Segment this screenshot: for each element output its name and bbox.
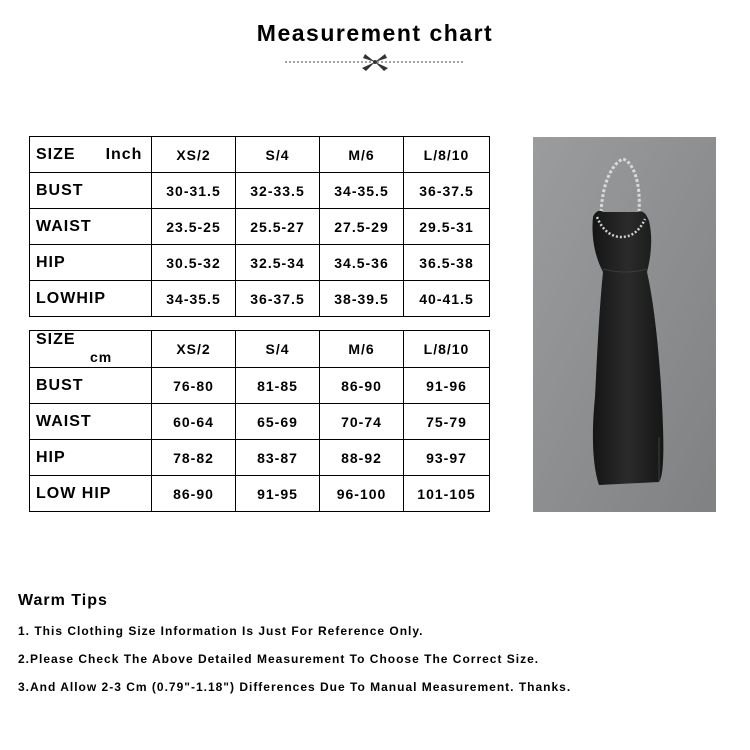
row-label: LOW HIP (30, 476, 152, 512)
table-row (30, 281, 490, 317)
unit-label: Inch (105, 145, 143, 163)
table-cell: 65-69 (236, 404, 320, 440)
table-cell: 40-41.5 (404, 281, 490, 317)
table-cell: 75-79 (404, 404, 490, 440)
size-column-header: L/8/10 (404, 137, 490, 173)
table-cell: 101-105 (404, 476, 490, 512)
unit-label: cm (90, 349, 113, 365)
page-title: Measurement chart (256, 20, 494, 46)
table-cell: 83-87 (236, 440, 320, 476)
size-column-header: S/4 (236, 137, 320, 173)
table-cell: 86-90 (152, 476, 236, 512)
cm-size-table (29, 330, 490, 512)
table-cell: 32-33.5 (236, 173, 320, 209)
table-cell: 60-64 (152, 404, 236, 440)
bow-divider-icon (285, 50, 465, 74)
table-cell: 30.5-32 (152, 245, 236, 281)
size-column-header: XS/2 (152, 137, 236, 173)
row-label: HIP (30, 245, 152, 281)
table-row (30, 404, 490, 440)
tip-item: 1. This Clothing Size Information Is Just For Reference Only. (18, 624, 424, 638)
table-cell: 32.5-34 (236, 245, 320, 281)
warm-tips-title: Warm Tips (18, 592, 108, 609)
table-cell: 36-37.5 (236, 281, 320, 317)
table-row (30, 440, 490, 476)
tip-item: 3.And Allow 2-3 Cm (0.79"-1.18") Differences Due To Manual Measurement. Thanks. (18, 680, 572, 694)
table-cell: 93-97 (404, 440, 490, 476)
inch-size-table (29, 136, 490, 317)
table-row (30, 476, 490, 512)
table-cell: 91-95 (236, 476, 320, 512)
table-cell: 88-92 (320, 440, 404, 476)
size-column-header: L/8/10 (404, 331, 490, 368)
table-cell: 78-82 (152, 440, 236, 476)
size-label: SIZE (36, 331, 76, 348)
table-row (30, 209, 490, 245)
table-cell: 38-39.5 (320, 281, 404, 317)
dress-photo (533, 137, 716, 512)
table-header-row (30, 331, 490, 368)
table-cell: 29.5-31 (404, 209, 490, 245)
table-cell: 36.5-38 (404, 245, 490, 281)
row-label: BUST (30, 173, 152, 209)
size-label: SIZE (36, 145, 76, 163)
table-row (30, 368, 490, 404)
table-row (30, 173, 490, 209)
row-label: HIP (30, 440, 152, 476)
header-size-cell (30, 137, 152, 173)
size-column-header: M/6 (320, 137, 404, 173)
table-cell: 70-74 (320, 404, 404, 440)
row-label: WAIST (30, 404, 152, 440)
table-cell: 91-96 (404, 368, 490, 404)
table-cell: 23.5-25 (152, 209, 236, 245)
size-column-header: S/4 (236, 331, 320, 368)
table-cell: 36-37.5 (404, 173, 490, 209)
row-label: LOWHIP (30, 281, 152, 317)
row-label: WAIST (30, 209, 152, 245)
table-cell: 34-35.5 (320, 173, 404, 209)
table-cell: 30-31.5 (152, 173, 236, 209)
table-cell: 96-100 (320, 476, 404, 512)
table-cell: 86-90 (320, 368, 404, 404)
table-row (30, 245, 490, 281)
table-cell: 34.5-36 (320, 245, 404, 281)
size-column-header: M/6 (320, 331, 404, 368)
header-size-cell (30, 331, 152, 368)
table-cell: 27.5-29 (320, 209, 404, 245)
size-column-header: XS/2 (152, 331, 236, 368)
table-header-row (30, 137, 490, 173)
table-cell: 81-85 (236, 368, 320, 404)
table-cell: 25.5-27 (236, 209, 320, 245)
table-cell: 76-80 (152, 368, 236, 404)
table-cell: 34-35.5 (152, 281, 236, 317)
tip-item: 2.Please Check The Above Detailed Measurement To Choose The Correct Size. (18, 652, 540, 666)
row-label: BUST (30, 368, 152, 404)
